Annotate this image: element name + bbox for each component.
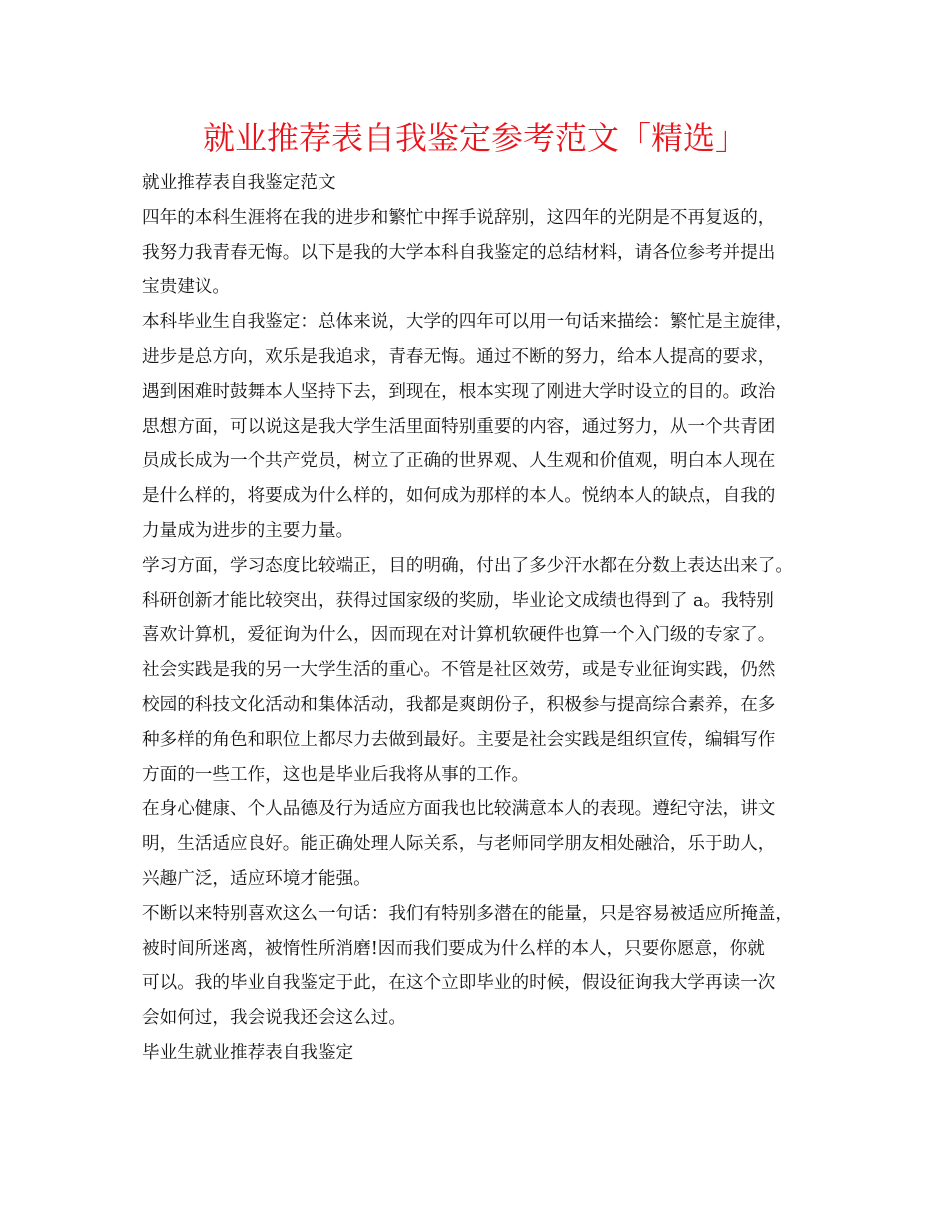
- text-line: 毕业生就业推荐表自我鉴定: [142, 1042, 354, 1063]
- text-line: 会如何过，我会说我还会这么过。: [142, 1008, 406, 1029]
- text-line: 宝贵建议。: [142, 277, 230, 298]
- text-line: 不断以来特别喜欢这么一句话：我们有特别多潜在的能量，只是容易被适应所掩盖，: [142, 903, 793, 924]
- text-line: 校园的科技文化活动和集体活动，我都是爽朗份子，积极参与提高综合素养，在多: [142, 694, 776, 715]
- document-body: [142, 166, 824, 1071]
- text-line: 力量成为进步的主要力量。: [142, 520, 354, 541]
- text-line: 明，生活适应良好。能正确处理人际关系，与老师同学朋友相处融洽，乐于助人，: [142, 834, 776, 855]
- text-line: 科研创新才能比较突出，获得过国家级的奖励，毕业论文成绩也得到了 a。我特别: [142, 590, 774, 611]
- text-line: 我努力我青春无悔。以下是我的大学本科自我鉴定的总结材料，请各位参考并提出: [142, 242, 776, 263]
- text-line: 方面的一些工作，这也是毕业后我将从事的工作。: [142, 764, 530, 785]
- text-line: 思想方面，可以说这是我大学生活里面特别重要的内容，通过努力，从一个共青团: [142, 416, 776, 437]
- text-line: 本科毕业生自我鉴定：总体来说，大学的四年可以用一句话来描绘：繁忙是主旋律，: [142, 312, 793, 333]
- text-line: 被时间所迷离，被惰性所消磨!因而我们要成为什么样的本人，只要你愿意，你就: [142, 938, 765, 959]
- text-line: 遇到困难时鼓舞本人坚持下去，到现在，根本实现了刚进大学时设立的目的。政治: [142, 381, 776, 402]
- text-line: 是什么样的，将要成为什么样的，如何成为那样的本人。悦纳本人的缺点，自我的: [142, 486, 776, 507]
- text-line: 四年的本科生涯将在我的进步和繁忙中挥手说辞别，这四年的光阴是不再复返的，: [142, 207, 776, 228]
- text-line: 学习方面，学习态度比较端正，目的明确，付出了多少汗水都在分数上表达出来了。: [142, 555, 793, 576]
- text-line: 在身心健康、个人品德及行为适应方面我也比较满意本人的表现。遵纪守法，讲文: [142, 799, 776, 820]
- text-line: 进步是总方向，欢乐是我追求，青春无悔。通过不断的努力，给本人提高的要求，: [142, 346, 776, 367]
- text-line: 可以。我的毕业自我鉴定于此，在这个立即毕业的时候，假设征询我大学再读一次: [142, 973, 776, 994]
- text-line: 喜欢计算机，爱征询为什么，因而现在对计算机软硬件也算一个入门级的专家了。: [142, 625, 776, 646]
- text-line: 种多样的角色和职位上都尽力去做到最好。主要是社会实践是组织宣传，编辑写作: [142, 729, 776, 750]
- text-line: 兴趣广泛，适应环境才能强。: [142, 868, 371, 889]
- document-title: 就业推荐表自我鉴定参考范文「精选」: [202, 119, 747, 157]
- text-line: 员成长成为一个共产党员，树立了正确的世界观、人生观和价值观，明白本人现在: [142, 451, 776, 472]
- text-line: 就业推荐表自我鉴定范文: [142, 173, 336, 193]
- text-line: 社会实践是我的另一大学生活的重心。不管是社区效劳，或是专业征询实践，仍然: [142, 660, 776, 681]
